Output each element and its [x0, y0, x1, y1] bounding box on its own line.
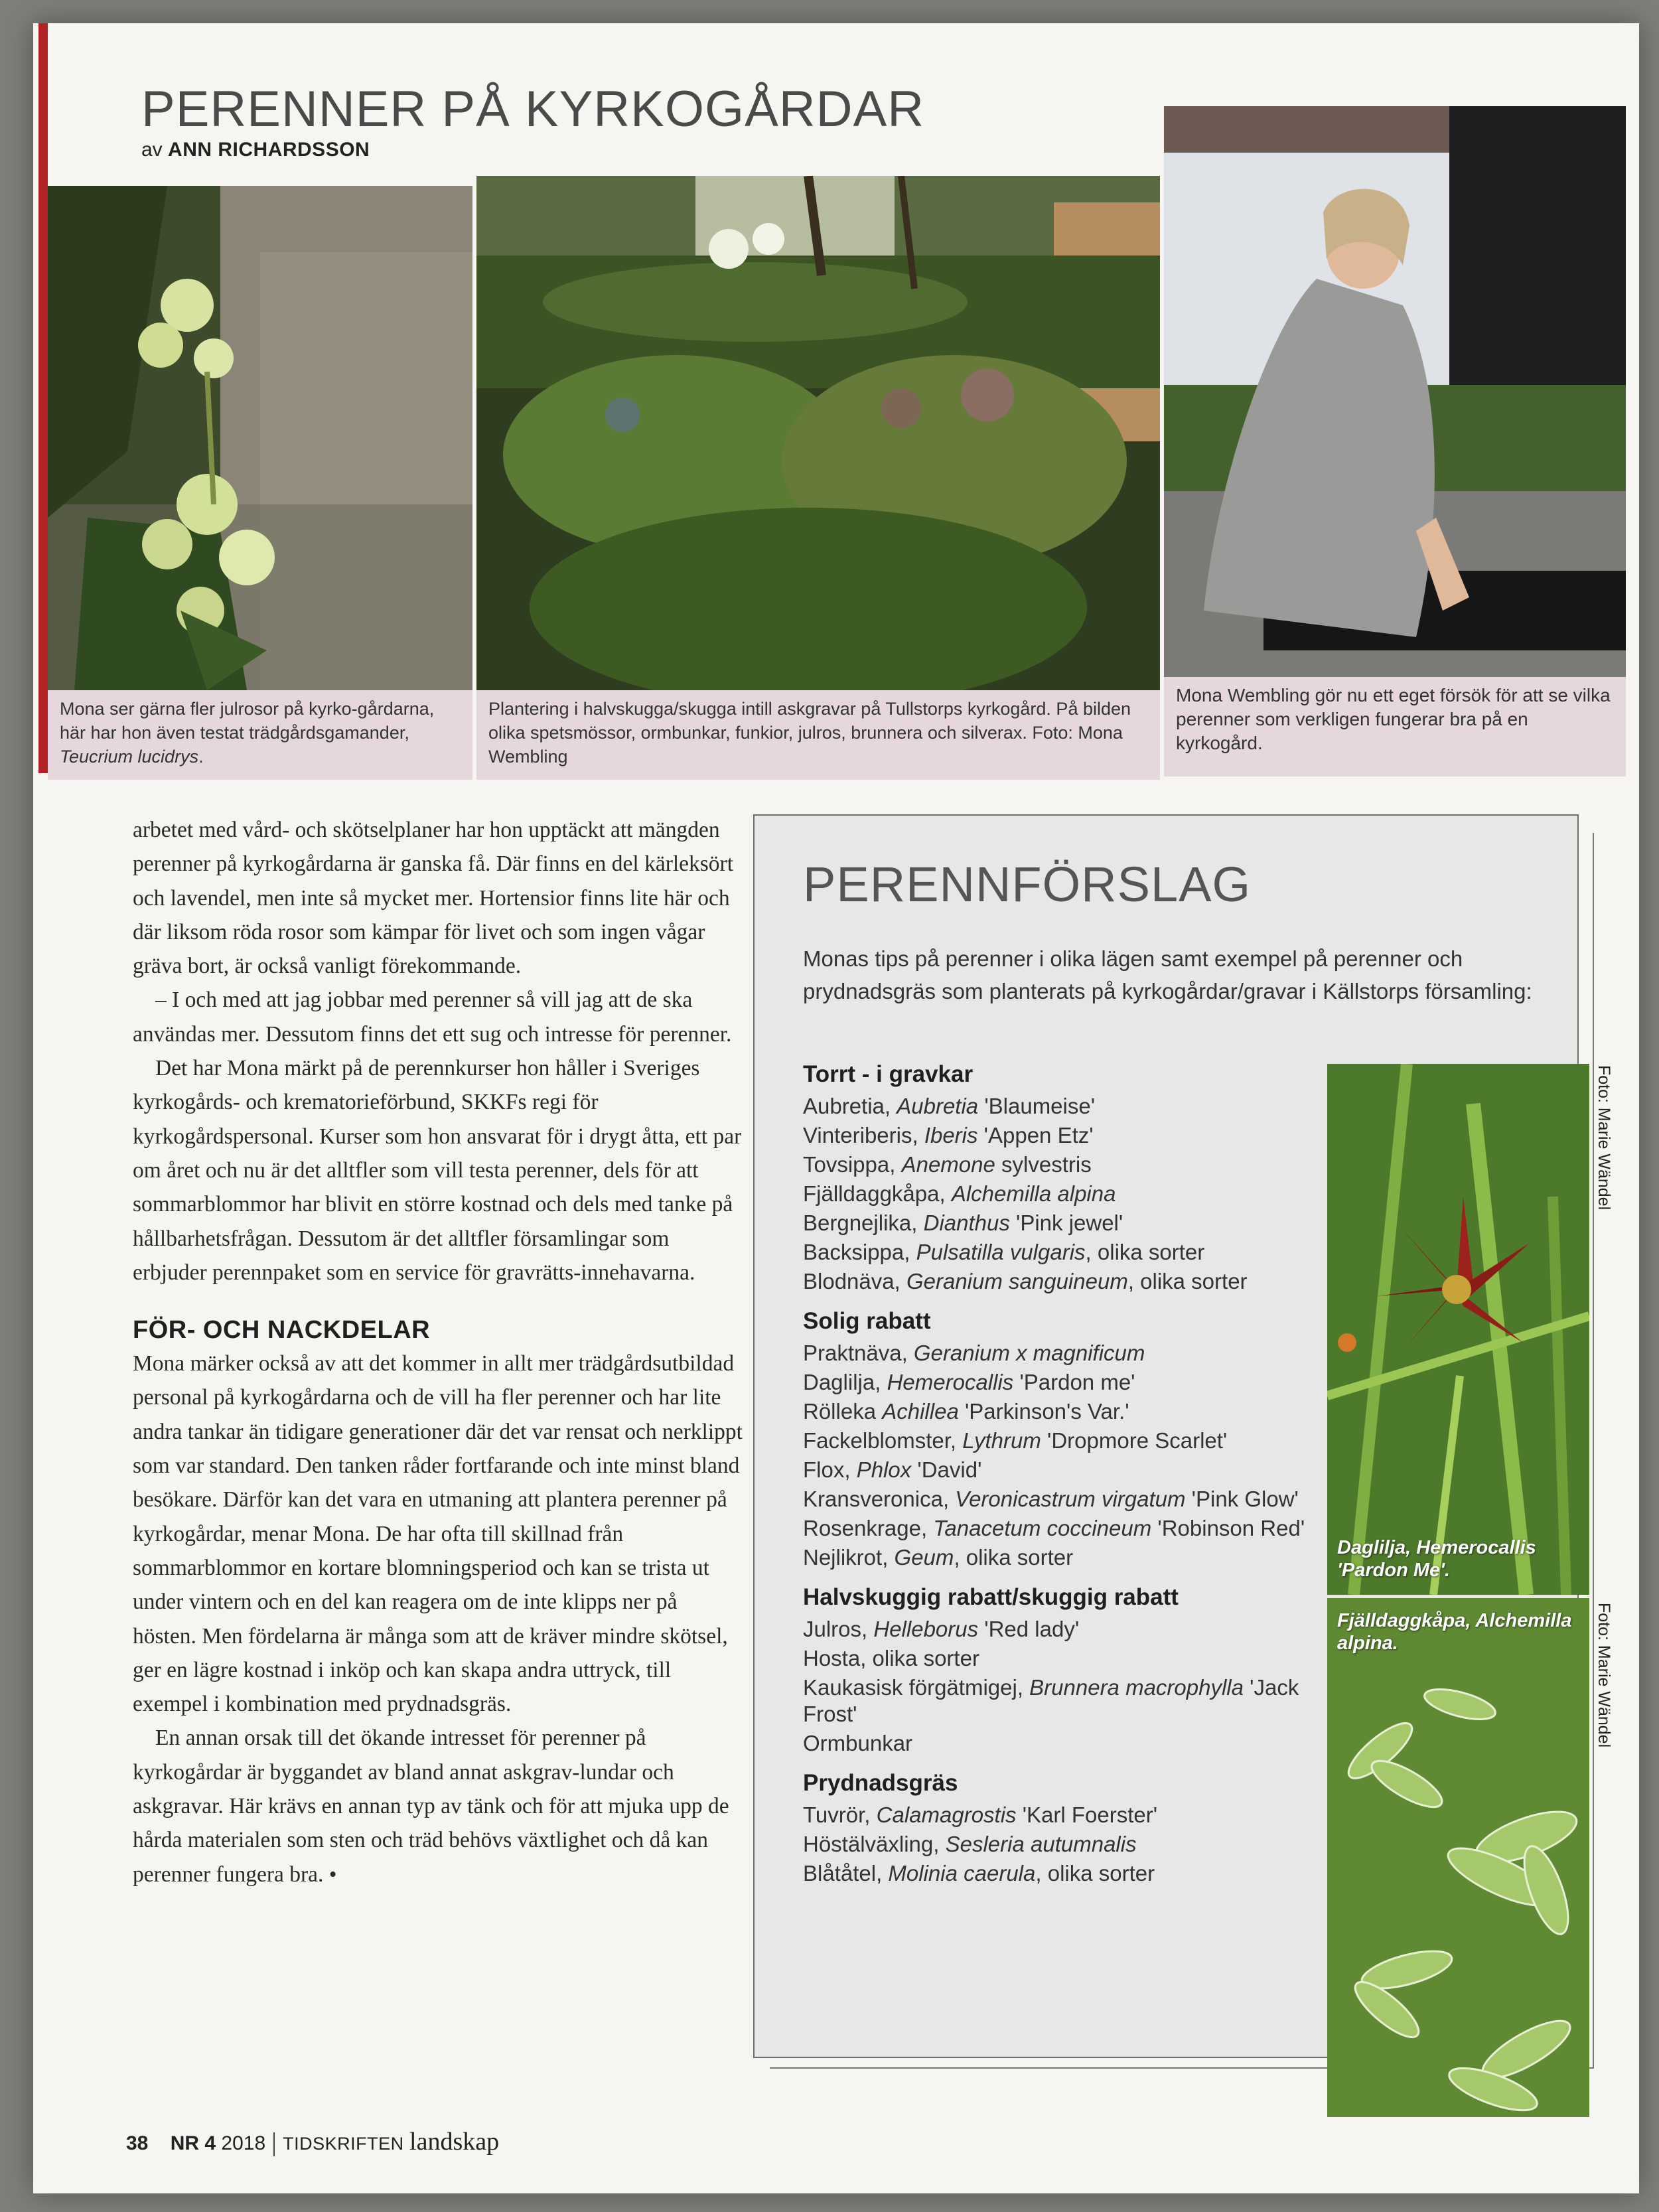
- photo-daylily: [1327, 1064, 1589, 1595]
- paragraph-4: Mona märker också av att det kommer in allt mer trädgårdsutbildad personal på kyrkogårdarna och de vill ha fler perenner och har lite andra tankar än tidigare generationer där det var rensat och nerklippt som var standard. Den tanken råder fortfarande och inte minst bland besökare. Därför kan det vara en utmaning att plantera perenner på kyrkogårdar, menar Mona. De har ofta till skillnad från sommarblommor en kortare blomningsperiod och kan se trista ut under vintern och en del kan reagera om de inte klipps ner på hösten. Men fördelarna är många som att de kräver mindre skötsel, ger en lägre kostnad i inköp och kan skapa andra uttryck, till exempel i kombination med prydnadsgräs.: [133, 1351, 743, 1717]
- magazine-name: landskap: [409, 2128, 500, 2156]
- plant-item: Rölleka Achillea 'Parkinson's Var.': [803, 1399, 1129, 1424]
- photo-caption-1: Mona ser gärna fler julrosor på kyrko-gårdarna, här har hon även testat trädgårdsgamander, Teucrium lucidrys.: [48, 690, 472, 780]
- photo-mona-at-grave: [1164, 106, 1626, 677]
- paragraph-1: arbetet med vård- och skötselplaner har hon upptäckt att mängden perenner på kyrkogårdarna är ganska få. Där finns en del kärleksört och lavendel, men inte så mycket mer. Hortensior finns lite här och där liksom röda rosor som kämpar för livet och som ingen vågar gräva bort, är också vanligt förekommande.: [133, 818, 734, 979]
- plant-item: Höstälväxling, Sesleria autumnalis: [803, 1832, 1137, 1856]
- byline: [141, 139, 924, 161]
- photo-caption-2: Plantering i halvskugga/skugga intill askgravar på Tullstorps kyrkogård. På bilden olika spetsmössor, ormbunkar, funkior, julros, brunnera och silverax. Foto: Mona Wembling: [476, 690, 1160, 780]
- page-number: 38: [126, 2132, 149, 2154]
- plant-item: Rosenkrage, Tanacetum coccineum 'Robinson Red': [803, 1516, 1305, 1540]
- caption-1-latin: Teucrium lucidrys: [60, 747, 199, 767]
- byline-prefix: av: [141, 139, 163, 161]
- paragraph-5: En annan orsak till det ökande intresset för perenner på kyrkogårdar är byggandet av bland annat askgrav-lundar och askgravar. Här krävs en annan typ av tänk och för att mjuka upp de hårda materialen som sten och träd behövs växtlighet och då kan perenner fungera bra. •: [133, 1726, 729, 1887]
- photo-credit-2: Foto: Marie Wändel: [1595, 1603, 1613, 1748]
- daylily-caption: Daglilja, Hemerocallis 'Pardon Me'.: [1337, 1537, 1536, 1581]
- plant-section-heading: Halvskuggig rabatt/skuggig rabatt: [803, 1584, 1179, 1610]
- plant-item: Kransveronica, Veronicastrum virgatum 'Pink Glow': [803, 1487, 1299, 1511]
- accent-bar: [38, 23, 48, 773]
- footer-divider: [273, 2132, 275, 2156]
- plant-item: Tovsippa, Anemone sylvestris: [803, 1152, 1092, 1177]
- photo-credit-1: Foto: Marie Wändel: [1595, 1065, 1613, 1211]
- photo-shade-planting: [476, 176, 1160, 690]
- issue-year: 2018: [221, 2132, 266, 2154]
- byline-author: ANN RICHARDSSON: [168, 139, 370, 161]
- plant-list: [803, 1059, 1321, 1889]
- article-body: [133, 813, 743, 1891]
- paragraph-2: – I och med att jag jobbar med perenner så vill jag att de ska användas mer. Dessutom finns det ett sug och intresse för perenner.: [133, 988, 732, 1047]
- plant-section-heading: Solig rabatt: [803, 1308, 931, 1334]
- photo-alchemilla: [1327, 1598, 1589, 2117]
- magazine-page: [33, 23, 1639, 2193]
- plant-item: Flox, Phlox 'David': [803, 1457, 982, 1482]
- plant-item: Fackelblomster, Lythrum 'Dropmore Scarlet': [803, 1428, 1228, 1453]
- fact-box-title: PERENNFÖRSLAG: [803, 857, 1252, 912]
- plant-item: Vinteriberis, Iberis 'Appen Etz': [803, 1123, 1094, 1147]
- plant-section-heading: Prydnadsgräs: [803, 1770, 958, 1796]
- plant-item: Julros, Helleborus 'Red lady': [803, 1617, 1080, 1641]
- plant-item: Blodnäva, Geranium sanguineum, olika sorter: [803, 1269, 1248, 1293]
- photo-caption-3: Mona Wembling gör nu ett eget försök för att se vilka perenner som verkligen fungerar bra på en kyrkogård.: [1164, 677, 1626, 776]
- page-footer: [126, 2127, 499, 2156]
- plant-item: Praktnäva, Geranium x magnificum: [803, 1341, 1145, 1365]
- issue-number: NR 4: [170, 2132, 216, 2154]
- fact-box-intro: Monas tips på perenner i olika lägen samt exempel på perenner och prydnadsgräs som planterats på kyrkogårdar/gravar i Källstorps församling:: [803, 946, 1532, 1003]
- plant-item: Hosta, olika sorter: [803, 1646, 979, 1670]
- plant-item: Nejlikrot, Geum, olika sorter: [803, 1545, 1074, 1570]
- paragraph-3: Det har Mona märkt på de perennkurser hon håller i Sveriges kyrkogårds- och krematorieförbund, SKKFs regi för kyrkogårdspersonal. Kurser som hon ansvarat för i drygt åtta, ett par om året och nu är det alltfler som vill testa perenner, dels för att sommarblommor har blivit en större kostnad och dels med tanke på hållbarhetsfrågan. Dessutom är det alltfler församlingar som erbjuder perennpaket som en service för gravrätts-innehavarna.: [133, 1056, 742, 1285]
- plant-item: Tuvrör, Calamagrostis 'Karl Foerster': [803, 1803, 1158, 1827]
- plant-item: Aubretia, Aubretia 'Blaumeise': [803, 1094, 1096, 1118]
- magazine-prefix: TIDSKRIFTEN: [283, 2134, 404, 2154]
- alchemilla-caption: Fjälldaggkåpa, Alchemilla alpina.: [1337, 1610, 1572, 1654]
- subheading: FÖR- OCH NACKDELAR: [133, 1316, 431, 1345]
- article-header: [141, 81, 925, 161]
- plant-item: Bergnejlika, Dianthus 'Pink jewel': [803, 1211, 1123, 1235]
- plant-item: Kaukasisk förgätmigej, Brunnera macrophylla 'Jack Frost': [803, 1675, 1299, 1726]
- caption-1-text: Mona ser gärna fler julrosor på kyrko-gårdarna, här har hon även testat trädgårdsgamander,: [60, 699, 435, 743]
- plant-item: Daglilja, Hemerocallis 'Pardon me': [803, 1370, 1135, 1394]
- plant-item: Backsippa, Pulsatilla vulgaris, olika sorter: [803, 1240, 1205, 1264]
- plant-item: Ormbunkar: [803, 1731, 913, 1755]
- plant-item: Blåtåtel, Molinia caerula, olika sorter: [803, 1861, 1155, 1885]
- plant-section-heading: Torrt - i gravkar: [803, 1061, 974, 1087]
- plant-item: Fjälldaggkåpa, Alchemilla alpina: [803, 1181, 1116, 1206]
- photo-hellebore: [48, 186, 472, 690]
- section-kicker: PERENNER PÅ KYRKOGÅRDAR: [141, 81, 925, 137]
